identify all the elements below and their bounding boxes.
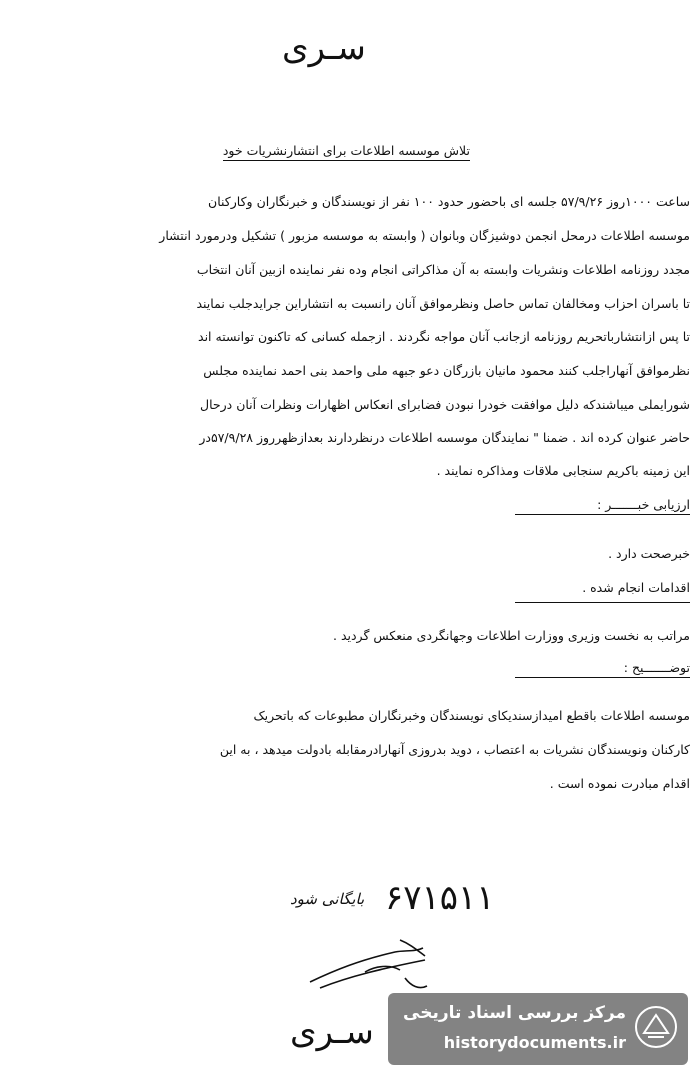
watermark-badge bbox=[388, 993, 688, 1065]
explanation-line-1: موسسه اطلاعات باقطع امیدازسندیکای نویسندگان وخبرنگاران مطبوعات که باتحریک bbox=[253, 708, 690, 723]
explanation-line-2: کارکنان ونویسندگان نشریات به اعتصاب ، دوید بدروزی آنهارادرمقابله بادولت میدهد ، به این bbox=[219, 742, 690, 757]
classification-footer: سـرى bbox=[290, 1012, 374, 1052]
body-line-5: تا پس ازانتشارباتحریم روزنامه ازجانب آنان مواجه نگردند . ازجمله کسانی که تاکنون توانسته اند bbox=[198, 329, 690, 344]
classification-header: سـرى bbox=[282, 28, 366, 68]
document-logo-icon bbox=[634, 1005, 678, 1049]
evaluation-label: ارزیابی خبـــــــر : bbox=[597, 497, 690, 512]
explanation-label: توضـــــــیح : bbox=[623, 660, 690, 675]
handwritten-archive-note: بایگانی شود bbox=[290, 890, 365, 908]
watermark-text-fa: مرکز بررسی اسناد تاریخی bbox=[403, 1003, 626, 1023]
explanation-line-3: اقدام مبادرت نموده است . bbox=[549, 776, 690, 791]
body-line-6: نظرموافق آنهاراجلب کنند محمود مانیان بازرگان دعو جبهه ملی واحمد بنی احمد نماینده مجلس bbox=[203, 363, 690, 378]
body-line-4: تا باسران احزاب ومخالفان تماس حاصل ونظرموافق آنان رانسبت به انتشاراین جرایدجلب نمایند bbox=[196, 296, 690, 311]
body-line-3: مجدد روزنامه اطلاعات ونشریات وابسته به آن مذاکراتی انجام وده نفر نماینده ازبین آنان انتخاب bbox=[196, 262, 690, 277]
body-line-8: حاضر عنوان کرده اند . ضمنا " نمایندگان موسسه اطلاعات درنظردارند بعدازظهرروز ۵۷/۹/۲۸در bbox=[199, 430, 690, 445]
handwritten-number: ۶۷۱۵۱۱ bbox=[385, 878, 495, 918]
document-title: تلاش موسسه اطلاعات برای انتشارنشریات خود bbox=[223, 143, 470, 161]
watermark-text-en: historydocuments.ir bbox=[443, 1033, 626, 1052]
evaluation-line-1: خبرصحت دارد . bbox=[608, 546, 690, 561]
body-line-1: ساعت ۱۰۰۰روز ۵۷/۹/۲۶ جلسه ای باحضور حدود ۱۰۰ نفر از نویسندگان و خبرنگاران وکارکنان bbox=[208, 194, 690, 209]
body-line-7: شورایملی میباشندکه دلیل موافقت خودرا نبودن فضابرای انعکاس اظهارات ونظرات آنان درحال bbox=[200, 397, 690, 412]
evaluation-end-divider bbox=[515, 602, 690, 603]
signature-icon bbox=[305, 930, 445, 1000]
body-line-9: این زمینه باکریم سنجابی ملاقات ومذاکره نمایند . bbox=[436, 463, 690, 478]
body-line-2: موسسه اطلاعات درمحل انجمن دوشیزگان وبانوان ( وابسته به موسسه مزبور ) تشکیل ودرمورد انتشار bbox=[159, 228, 690, 243]
evaluation-divider bbox=[515, 514, 690, 515]
explanation-divider bbox=[515, 677, 690, 678]
action-line: مراتب به نخست وزیری ووزارت اطلاعات وجهانگردی منعکس گردید . bbox=[333, 628, 690, 643]
evaluation-line-2: اقدامات انجام شده . bbox=[582, 580, 690, 595]
